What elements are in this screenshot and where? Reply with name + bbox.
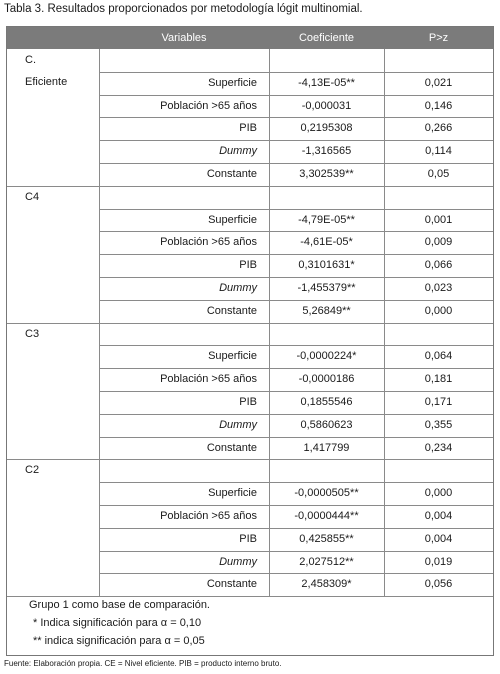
- coefficient-cell: 3,302539**: [299, 168, 354, 180]
- group-label: C. Eficiente: [25, 54, 68, 88]
- column-divider: [99, 49, 100, 186]
- variable-cell: Población >65 años: [160, 510, 257, 522]
- variable-cell: Constante: [206, 168, 257, 180]
- coefficient-cell: 0,3101631*: [298, 259, 355, 272]
- p-value-cell: 0,056: [424, 578, 453, 591]
- variable-cell: Superficie: [208, 487, 257, 500]
- coefficient-cell: -0,0000505**: [294, 487, 359, 500]
- group-label: C3: [25, 327, 40, 340]
- variable-cell: Población >65 años: [160, 99, 257, 112]
- variable-cell: Dummy: [219, 145, 257, 158]
- coefficient-cell: 2,027512**: [299, 555, 354, 568]
- variable-cell: Superficie: [208, 213, 257, 226]
- results-table: [6, 26, 494, 656]
- note-significance-10: * Indica significación para α = 0,10: [33, 617, 202, 629]
- column-divider: [384, 459, 385, 596]
- variable-cell: PIB: [239, 259, 257, 272]
- coefficient-cell: -0,000031: [301, 99, 352, 112]
- variable-cell: Dummy: [219, 418, 257, 431]
- column-divider: [99, 459, 100, 596]
- variable-cell: Superficie: [208, 76, 257, 89]
- coefficient-cell: -0,0000186: [298, 373, 355, 386]
- header-p-value: P>z: [428, 32, 449, 44]
- coefficient-cell: 5,26849**: [302, 304, 351, 317]
- p-value-cell: 0,021: [424, 76, 453, 89]
- header-variables: Variables: [161, 32, 207, 44]
- p-value-cell: 0,064: [424, 350, 453, 363]
- p-value-cell: 0,000: [424, 304, 453, 317]
- coefficient-cell: -0,0000444**: [294, 510, 359, 522]
- coefficient-cell: 0,425855**: [299, 532, 354, 545]
- variable-cell: PIB: [239, 122, 257, 135]
- variable-cell: Dummy: [219, 555, 257, 568]
- variable-cell: PIB: [239, 532, 257, 545]
- p-value-cell: 0,114: [425, 145, 452, 158]
- column-divider: [269, 186, 270, 323]
- p-value-cell: 0,181: [424, 373, 453, 386]
- header-coeficiente: Coeficiente: [298, 32, 355, 44]
- variable-cell: Constante: [206, 441, 257, 454]
- coefficient-cell: 2,458309*: [301, 578, 352, 591]
- column-divider: [384, 323, 385, 460]
- p-value-cell: 0,146: [424, 99, 453, 112]
- p-value-cell: 0,266: [424, 122, 453, 135]
- table-caption: Tabla 3. Resultados proporcionados por metodología lógit multinomial.: [4, 3, 363, 15]
- p-value-cell: 0,234: [424, 441, 453, 454]
- variable-cell: PIB: [239, 396, 257, 408]
- p-value-cell: 0,05: [427, 168, 450, 180]
- table-header: [7, 27, 493, 49]
- variable-cell: Población >65 años: [160, 236, 257, 249]
- column-divider: [99, 323, 100, 460]
- note-base: Grupo 1 como base de comparación.: [29, 599, 210, 611]
- coefficient-cell: -0,0000224*: [296, 350, 357, 363]
- column-divider: [99, 186, 100, 323]
- variable-cell: Constante: [206, 304, 257, 317]
- p-value-cell: 0,171: [424, 396, 453, 408]
- column-divider: [269, 49, 270, 186]
- row-divider: [7, 459, 493, 460]
- coefficient-cell: -4,61E-05*: [300, 236, 353, 249]
- coefficient-cell: 0,5860623: [300, 418, 353, 431]
- column-divider: [384, 49, 385, 186]
- coefficient-cell: -4,79E-05**: [298, 213, 355, 226]
- variable-cell: Dummy: [219, 282, 257, 294]
- table-source: Fuente: Elaboración propia. CE = Nivel eficiente. PIB = producto interno bruto.: [4, 659, 282, 668]
- row-divider: [7, 323, 493, 324]
- coefficient-cell: -4,13E-05**: [298, 76, 355, 89]
- p-value-cell: 0,019: [424, 555, 453, 568]
- variable-cell: Constante: [206, 578, 257, 591]
- coefficient-cell: 0,1855546: [300, 396, 353, 408]
- note-significance-05: ** indica significación para α = 0,05: [33, 635, 205, 647]
- p-value-cell: 0,009: [424, 236, 453, 249]
- p-value-cell: 0,355: [424, 418, 453, 431]
- variable-cell: Superficie: [208, 350, 257, 363]
- row-divider: [7, 186, 493, 187]
- column-divider: [384, 186, 385, 323]
- coefficient-cell: -1,455379**: [297, 282, 356, 294]
- p-value-cell: 0,023: [424, 282, 453, 294]
- coefficient-cell: 1,417799: [303, 441, 350, 454]
- p-value-cell: 0,004: [424, 510, 453, 522]
- coefficient-cell: 0,2195308: [300, 122, 353, 135]
- group-label: C4: [25, 190, 40, 203]
- group-label: C2: [25, 464, 40, 477]
- variable-cell: Población >65 años: [160, 373, 257, 386]
- p-value-cell: 0,000: [424, 487, 453, 500]
- p-value-cell: 0,001: [424, 213, 453, 226]
- p-value-cell: 0,004: [424, 532, 453, 545]
- column-divider: [269, 323, 270, 460]
- coefficient-cell: -1,316565: [301, 145, 352, 158]
- p-value-cell: 0,066: [424, 259, 453, 272]
- column-divider: [269, 459, 270, 596]
